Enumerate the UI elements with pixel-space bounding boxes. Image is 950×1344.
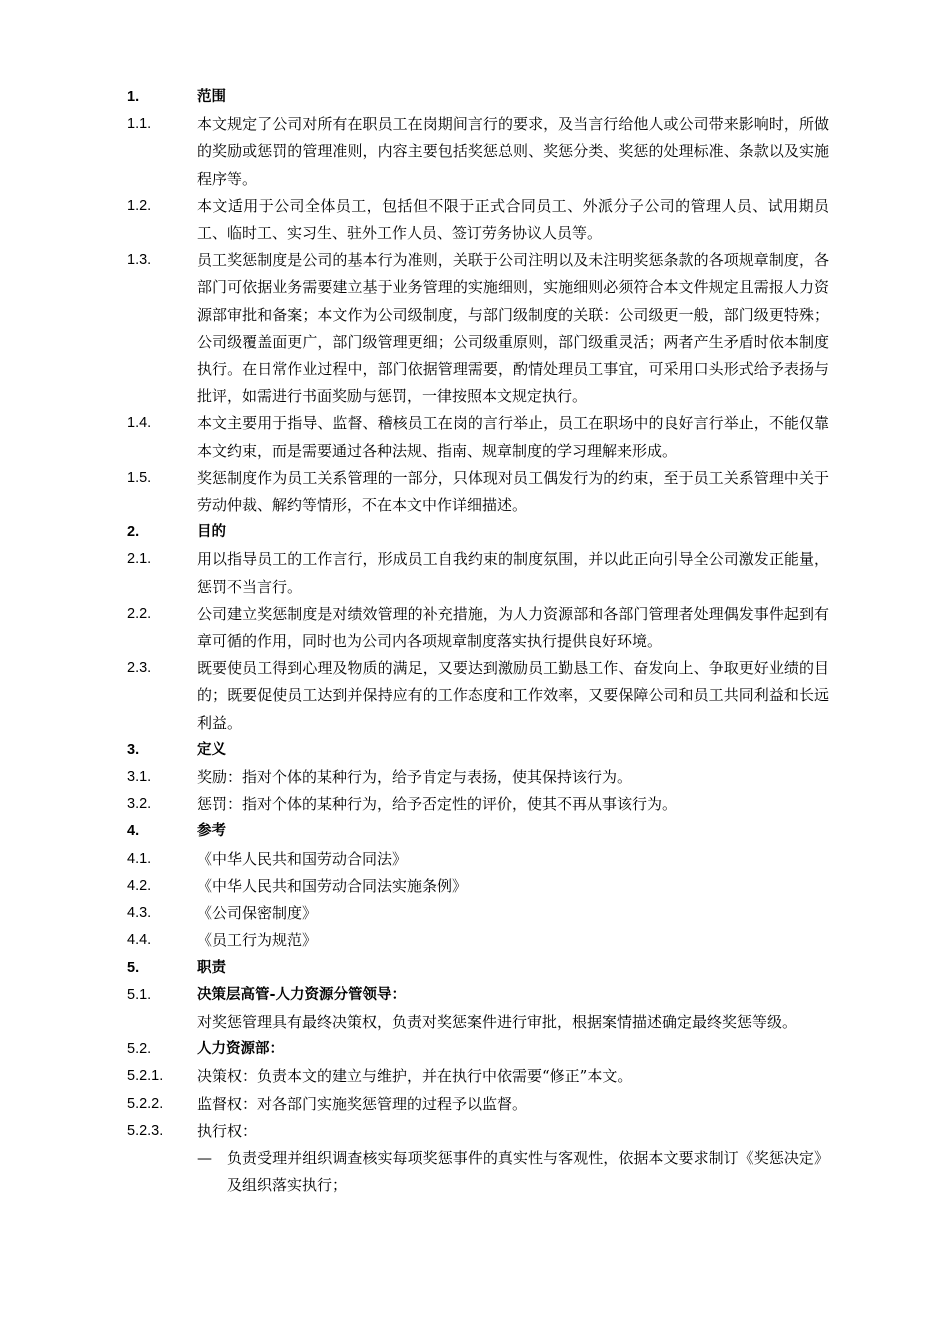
section-title: 目的: [197, 524, 226, 541]
section-title: 范围: [197, 89, 226, 105]
document-body: [0, 84, 950, 1199]
clause-text: 本文适用于公司全体员工，包括但不限于正式合同员工、外派分子公司的管理人员、试用期员工、临时工、实习生、驻外工作人员、签订劳务协议人员等。: [197, 196, 829, 243]
clause-paragraph: [127, 791, 829, 818]
clause-number: 4.4.: [127, 932, 152, 949]
clause-text: 本文规定了公司对所有在职员工在岗期间言行的要求，及当言行给他人或公司带来影响时，所做的奖励或惩罚的管理准则，内容主要包括奖惩总则、奖惩分类、奖惩的处理标准、条款以及实施程序等。: [197, 115, 829, 188]
section-title: 职责: [197, 959, 226, 976]
section-heading: [127, 519, 829, 546]
section-heading: [127, 737, 829, 764]
clause-text: 《公司保密制度》: [197, 904, 318, 923]
clause-paragraph: [127, 655, 829, 737]
section-title: 参考: [197, 823, 226, 840]
dash-bullet: —: [197, 1148, 212, 1167]
clause-number: 3.2.: [127, 796, 152, 813]
clause-number: 2.3.: [127, 660, 152, 677]
clause-paragraph: [127, 410, 829, 464]
clause-text: 《中华人民共和国劳动合同法》: [197, 849, 408, 868]
bullet-text: 负责受理并组织调查核实每项奖惩事件的真实性与客观性，依据本文要求制订《奖惩决定》及组织落实执行；: [227, 1148, 829, 1195]
clause-paragraph: [127, 111, 829, 193]
clause-number: 5.2.2.: [127, 1095, 164, 1112]
clause-paragraph: [127, 764, 829, 791]
clause-number: 1.4.: [127, 415, 152, 432]
section-title: 定义: [197, 741, 226, 758]
clause-number: 5.: [127, 959, 140, 976]
clause-number: 1.5.: [127, 469, 152, 486]
clause-paragraph: [127, 846, 829, 873]
clause-paragraph: [127, 873, 829, 900]
clause-number: 4.: [127, 823, 140, 840]
clause-paragraph: [127, 1063, 829, 1090]
section-heading: [127, 982, 829, 1009]
section-title: 决策层高管-人力资源分管领导：: [197, 986, 407, 1003]
section-heading: [127, 818, 829, 845]
clause-paragraph: [127, 1118, 829, 1145]
clause-paragraph: [127, 465, 829, 519]
clause-number: 4.1.: [127, 850, 152, 867]
clause-text: 决策权：负责本文的建立与维护，并在执行中依需要“修正”本文。: [197, 1067, 633, 1086]
clause-number: 2.2.: [127, 605, 152, 622]
clause-text: 本文主要用于指导、监督、稽核员工在岗的言行举止，员工在职场中的良好言行举止，不能仅靠本文约束，而是需要通过各种法规、指南、规章制度的学习理解来形成。: [197, 414, 829, 460]
clause-text: 对奖惩管理具有最终决策权，负责对奖惩案件进行审批，根据案情描述确定最终奖惩等级。: [197, 1012, 798, 1031]
clause-text: 执行权：: [197, 1121, 258, 1140]
clause-text: 员工奖惩制度是公司的基本行为准则，关联于公司注明以及未注明奖惩条款的各项规章制度，各部门可依据业务需要建立基于业务管理的实施细则，实施细则必须符合本文件规定且需报人力资源部审批和备案；本文作为公司级制度，与部门级制度的关联：公司级更一般，部门级更特殊；公司级覆盖面更广，部门级管理更细；公司级重原则，部门级重灵活；两者产生矛盾时依本制度执行。在日常作业过程中，部门依据管理需要，酌情处理员工事宜，可采用口头形式给予表扬与批评，如需进行书面奖励与惩罚，一律按照本文规定执行。: [197, 251, 829, 406]
clause-number: 3.: [127, 741, 140, 758]
clause-paragraph: [127, 247, 829, 410]
clause-number: 4.3.: [127, 905, 152, 922]
clause-number: 4.2.: [127, 877, 152, 894]
clause-number: 2.: [127, 524, 140, 541]
clause-paragraph: [127, 1091, 829, 1118]
clause-text: 《员工行为规范》: [197, 931, 318, 950]
clause-number: 2.1.: [127, 551, 152, 568]
clause-text: 《中华人民共和国劳动合同法实施条例》: [197, 876, 468, 895]
clause-paragraph: [127, 546, 829, 600]
section-heading: [127, 955, 829, 982]
section-heading: [127, 84, 829, 111]
clause-number: 3.1.: [127, 769, 152, 786]
clause-number: 1.: [127, 89, 140, 105]
clause-number: 5.2.3.: [127, 1122, 164, 1139]
clause-text: 既要使员工得到心理及物质的满足，又要达到激励员工勤恳工作、奋发向上、争取更好业绩的目的；既要促使员工达到并保持应有的工作态度和工作效率，又要保障公司和员工共同利益和长远利益。: [197, 659, 829, 732]
clause-text: 奖励：指对个体的某种行为，给予肯定与表扬，使其保持该行为。: [197, 768, 633, 787]
clause-number: 5.2.: [127, 1041, 152, 1058]
section-heading: [127, 1036, 829, 1063]
clause-paragraph: [127, 1009, 829, 1036]
clause-number: 1.2.: [127, 197, 152, 214]
clause-number: 1.3.: [127, 252, 152, 269]
clause-text: 奖惩制度作为员工关系管理的一部分，只体现对员工偶发行为的约束，至于员工关系管理中关于劳动仲裁、解约等情形，不在本文中作详细描述。: [197, 468, 829, 515]
clause-text: 惩罚：指对个体的某种行为，给予否定性的评价，使其不再从事该行为。: [197, 795, 678, 814]
clause-paragraph: [127, 601, 829, 655]
clause-paragraph: [127, 900, 829, 927]
bullet-item: [127, 1145, 829, 1199]
clause-text: 公司建立奖惩制度是对绩效管理的补充措施，为人力资源部和各部门管理者处理偶发事件起到有章可循的作用，同时也为公司内各项规章制度落实执行提供良好环境。: [197, 604, 829, 651]
clause-paragraph: [127, 927, 829, 954]
clause-text: 用以指导员工的工作言行，形成员工自我约束的制度氛围，并以此正向引导全公司激发正能量，惩罚不当言行。: [197, 550, 829, 596]
clause-number: 5.2.1.: [127, 1068, 164, 1085]
clause-text: 监督权：对各部门实施奖惩管理的过程予以监督。: [197, 1094, 528, 1113]
clause-number: 1.1.: [127, 116, 152, 133]
clause-number: 5.1.: [127, 986, 152, 1003]
clause-paragraph: [127, 193, 829, 247]
section-title: 人力资源部：: [197, 1041, 284, 1058]
